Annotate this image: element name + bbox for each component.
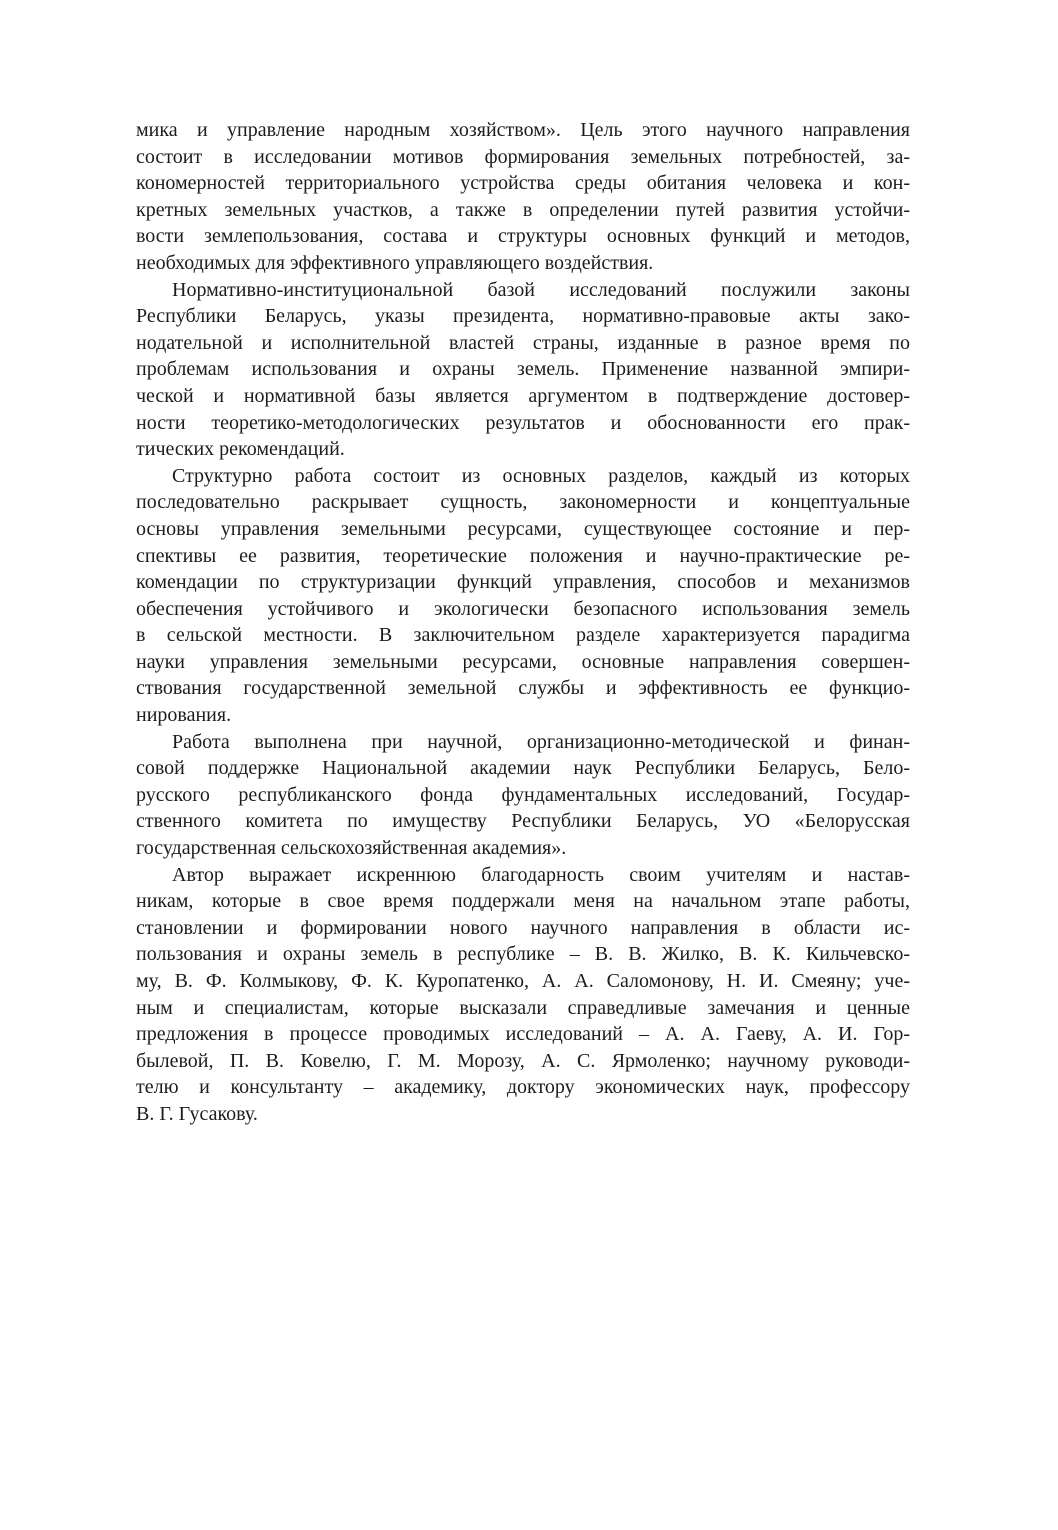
text-line: ственного комитета по имуществу Республики Беларусь, УО «Белорусская xyxy=(136,810,910,833)
text-line: кономерностей территориального устройства среды обитания человека и кон- xyxy=(136,172,910,195)
text-line: науки управления земельными ресурсами, основные направления совершен- xyxy=(136,650,910,673)
text-line: в сельской местности. В заключительном разделе характеризуется парадигма xyxy=(136,624,910,647)
text-line: пользования и охраны земель в республике – В. В. Жилко, В. К. Кильчевско- xyxy=(136,943,910,966)
paragraph-4 xyxy=(136,729,910,862)
text-line: Нормативно-институциональной базой исследований послужили законы xyxy=(172,278,910,301)
text-line: последовательно раскрывает сущность, закономерности и концептуальные xyxy=(136,491,910,514)
text-line: состоит в исследовании мотивов формирования земельных потребностей, за- xyxy=(136,145,910,168)
text-line: му, В. Ф. Колмыкову, Ф. К. Куропатенко, А. А. Саломонову, Н. И. Смеяну; уче- xyxy=(136,970,910,992)
text-line: ности теоретико-методологических результатов и обоснованности его прак- xyxy=(136,411,910,434)
text-line: ческой и нормативной базы является аргументом в подтверждение достовер- xyxy=(136,384,910,407)
text-line: мика и управление народным хозяйством». Цель этого научного направления xyxy=(136,119,910,141)
text-line: Структурно работа состоит из основных разделов, каждый из которых xyxy=(172,464,910,487)
text-line: нирования. xyxy=(136,704,232,727)
text-line: комендации по структуризации функций управления, способов и механизмов xyxy=(136,571,910,594)
text-line: Работа выполнена при научной, организационно-методической и финан- xyxy=(172,730,910,753)
text-line: русского республиканского фонда фундаментальных исследований, Государ- xyxy=(136,783,910,806)
paragraph-2 xyxy=(136,277,910,463)
text-line: обеспечения устойчивого и экологически безопасного использования земель xyxy=(136,597,910,620)
paragraph-1 xyxy=(136,117,910,277)
text-line: Республики Беларусь, указы президента, нормативно-правовые акты зако- xyxy=(136,305,910,328)
text-line: кретных земельных участков, а также в определении путей развития устойчи- xyxy=(136,198,910,221)
text-line: никам, которые в свое время поддержали меня на начальном этапе работы, xyxy=(136,890,910,913)
paragraph-3 xyxy=(136,463,910,729)
text-line: необходимых для эффективного управляющего воздействия. xyxy=(136,251,654,274)
text-line: становлении и формировании нового научного направления в области ис- xyxy=(136,916,910,939)
text-line: спективы ее развития, теоретические положения и научно-практические ре- xyxy=(136,544,910,567)
text-line: совой поддержке Национальной академии наук Республики Беларусь, Бело- xyxy=(136,757,910,780)
text-line: тических рекомендаций. xyxy=(136,438,345,461)
text-line: телю и консультанту – академику, доктору экономических наук, профессору xyxy=(136,1076,910,1099)
text-line: ствования государственной земельной службы и эффективность ее функцио- xyxy=(136,677,910,700)
text-line: проблемам использования и охраны земель. Применение названной эмпири- xyxy=(136,358,910,381)
text-line: В. Г. Гусакову. xyxy=(136,1102,258,1125)
text-line: вости землепользования, состава и структуры основных функций и методов, xyxy=(136,225,910,248)
text-line: ным и специалистам, которые высказали справедливые замечания и ценные xyxy=(136,996,910,1019)
text-line: нодательной и исполнительной властей страны, изданные в разное время по xyxy=(136,331,910,354)
text-line: былевой, П. В. Ковелю, Г. М. Морозу, А. С. Ярмоленко; научному руководи- xyxy=(136,1049,910,1072)
text-line: государственная сельскохозяйственная академия». xyxy=(136,837,567,860)
text-line: основы управления земельными ресурсами, существующее состояние и пер- xyxy=(136,517,910,540)
document-page xyxy=(136,117,910,1128)
text-line: предложения в процессе проводимых исследований – А. А. Гаеву, А. И. Гор- xyxy=(136,1023,910,1046)
paragraph-5 xyxy=(136,862,910,1128)
text-line: Автор выражает искреннюю благодарность своим учителям и настав- xyxy=(172,863,910,886)
